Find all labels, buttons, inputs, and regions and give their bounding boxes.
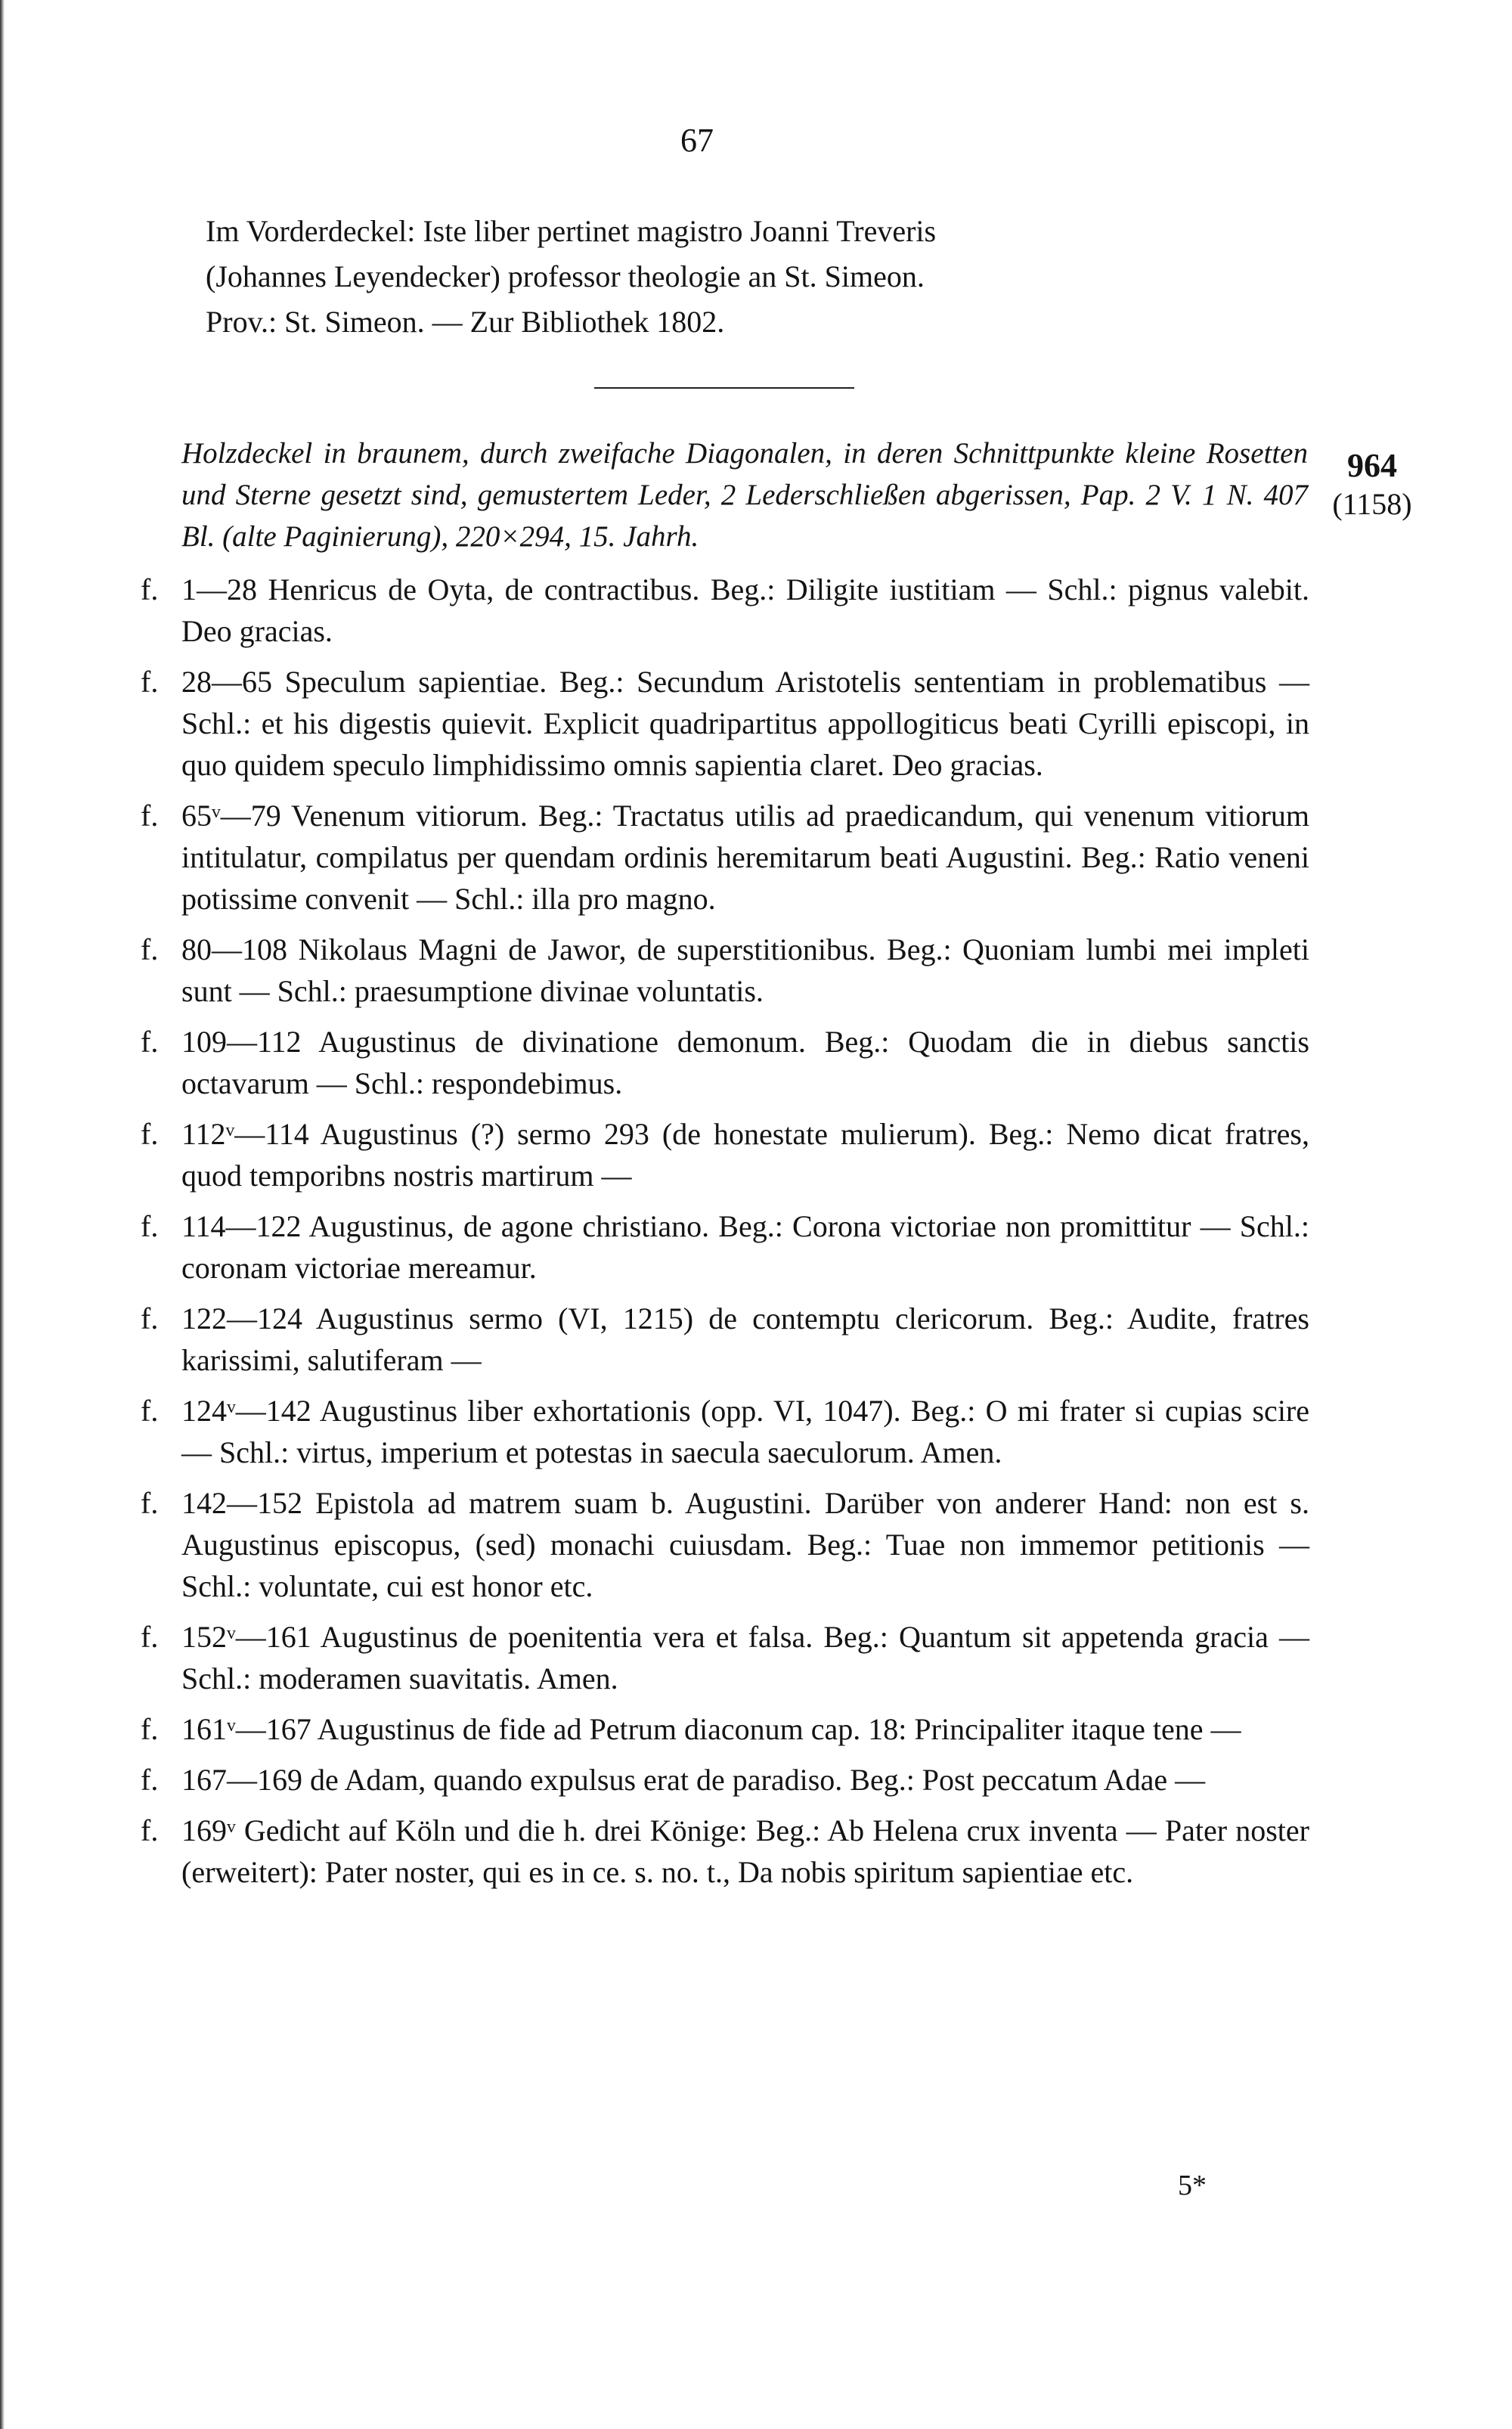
entry-text: 169ᵛ Gedicht auf Köln und die h. drei Könige: Beg.: Ab Helena crux inventa — Pater noster (erweitert): Pater noster, qui es in ce. s. no. t., Da nobis spiritum sapientiae etc. xyxy=(181,1813,1309,1889)
folio-label: f. xyxy=(141,932,159,966)
signature-mark: 5* xyxy=(1178,2170,1207,2201)
manuscript-number: 964 xyxy=(1347,447,1397,484)
entry-text: 161ᵛ—167 Augustinus de fide ad Petrum diaconum cap. 18: Principaliter itaque tene — xyxy=(181,1712,1241,1746)
contents-entry xyxy=(141,1390,1309,1473)
contents-entry xyxy=(141,1482,1309,1607)
folio-label: f. xyxy=(141,1117,159,1151)
provenance-note xyxy=(206,209,1309,345)
folio-label: f. xyxy=(141,1763,159,1797)
entry-text: 28—65 Speculum sapientiae. Beg.: Secundum Aristotelis sententiam in problematibus — Schl.: et his digestis quievit. Explicit quadripartitus appollogiticus beati Cyrilli episcopi, in quo quidem speculo limphidissimo omnis sapientia claret. Deo gracias. xyxy=(181,665,1309,782)
contents-entry xyxy=(141,1113,1309,1196)
contents-entry xyxy=(141,1298,1309,1381)
contents-entry xyxy=(141,569,1309,652)
contents-entry xyxy=(141,795,1309,920)
entry-text: 114—122 Augustinus, de agone christiano. Beg.: Corona victoriae non promittitur — Schl.: coronam victoriae mereamur. xyxy=(181,1209,1309,1285)
contents-entry xyxy=(141,1810,1309,1893)
entry-text: 122—124 Augustinus sermo (VI, 1215) de contemptu clericorum. Beg.: Audite, fratres karissimi, salutiferam — xyxy=(181,1301,1309,1377)
folio-label: f. xyxy=(141,1620,159,1654)
folio-label: f. xyxy=(141,1209,159,1243)
manuscript-number-block xyxy=(1315,446,1429,523)
contents-entry xyxy=(141,1616,1309,1699)
entry-text: 109—112 Augustinus de divinatione demonum. Beg.: Quodam die in diebus sanctis octavarum — Schl.: respondebimus. xyxy=(181,1025,1309,1100)
entry-text: 112ᵛ—114 Augustinus (?) sermo 293 (de honestate mulierum). Beg.: Nemo dicat fratres, quod temporibns nostris martirum — xyxy=(181,1117,1309,1193)
entry-text: 142—152 Epistola ad matrem suam b. Augustini. Darüber von anderer Hand: non est s. Augustinus episcopus, (sed) monachi cuiusdam. Beg.: Tuae non immemor petitionis — Schl.: voluntate, cui est honor etc. xyxy=(181,1486,1309,1603)
entry-text: 65ᵛ—79 Venenum vitiorum. Beg.: Tractatus utilis ad praedicandum, qui venenum vitiorum intitulatur, compilatus per quendam ordinis heremitarum beati Augustini. Beg.: Ratio veneni potissime convenit — Schl.: illa pro magno. xyxy=(181,799,1309,916)
contents-entry xyxy=(141,661,1309,786)
section-divider xyxy=(594,387,854,389)
provenance-line: Im Vorderdeckel: Iste liber pertinet magistro Joanni Treveris xyxy=(206,214,937,248)
folio-label: f. xyxy=(141,1813,159,1847)
entry-text: 80—108 Nikolaus Magni de Jawor, de superstitionibus. Beg.: Quoniam lumbi mei impleti sunt — Schl.: praesumptione divinae voluntatis. xyxy=(181,932,1309,1008)
manuscript-old-number: (1158) xyxy=(1332,487,1412,521)
page-number: 67 xyxy=(680,122,714,159)
folio-label: f. xyxy=(141,1486,159,1520)
folio-label: f. xyxy=(141,1025,159,1059)
contents-entry xyxy=(141,1021,1309,1104)
folio-label: f. xyxy=(141,665,159,699)
entry-text: 167—169 de Adam, quando expulsus erat de paradiso. Beg.: Post peccatum Adae — xyxy=(181,1763,1206,1797)
contents-entry xyxy=(141,1708,1309,1750)
provenance-line: Prov.: St. Simeon. — Zur Bibliothek 1802. xyxy=(206,305,725,339)
provenance-line: (Johannes Leyendecker) professor theologie an St. Simeon. xyxy=(206,259,925,293)
contents-entry xyxy=(141,929,1309,1012)
contents-entry xyxy=(141,1759,1309,1801)
entry-text: 1—28 Henricus de Oyta, de contractibus. Beg.: Diligite iustitiam — Schl.: pignus valebit. Deo gracias. xyxy=(181,572,1309,648)
manuscript-description: Holzdeckel in braunem, durch zweifache Diagonalen, in deren Schnittpunkte kleine Rosetten und Sterne gesetzt sind, gemustertem Leder, 2 Lederschließen abgerissen, Pap. 2 V. 1 N. 407 Bl. (alte Paginierung), 220×294, 15. Jahrh. xyxy=(181,437,1308,553)
folio-label: f. xyxy=(141,572,159,606)
contents-list xyxy=(141,569,1309,1902)
entry-text: 152ᵛ—161 Augustinus de poenitentia vera et falsa. Beg.: Quantum sit appetenda gracia — Schl.: moderamen suavitatis. Amen. xyxy=(181,1620,1309,1695)
folio-label: f. xyxy=(141,1712,159,1746)
folio-label: f. xyxy=(141,799,159,833)
folio-label: f. xyxy=(141,1394,159,1428)
folio-label: f. xyxy=(141,1301,159,1335)
contents-entry xyxy=(141,1205,1309,1289)
entry-text: 124ᵛ—142 Augustinus liber exhortationis (opp. VI, 1047). Beg.: O mi frater si cupias scire — Schl.: virtus, imperium et potestas in saecula saeculorum. Amen. xyxy=(181,1394,1309,1469)
